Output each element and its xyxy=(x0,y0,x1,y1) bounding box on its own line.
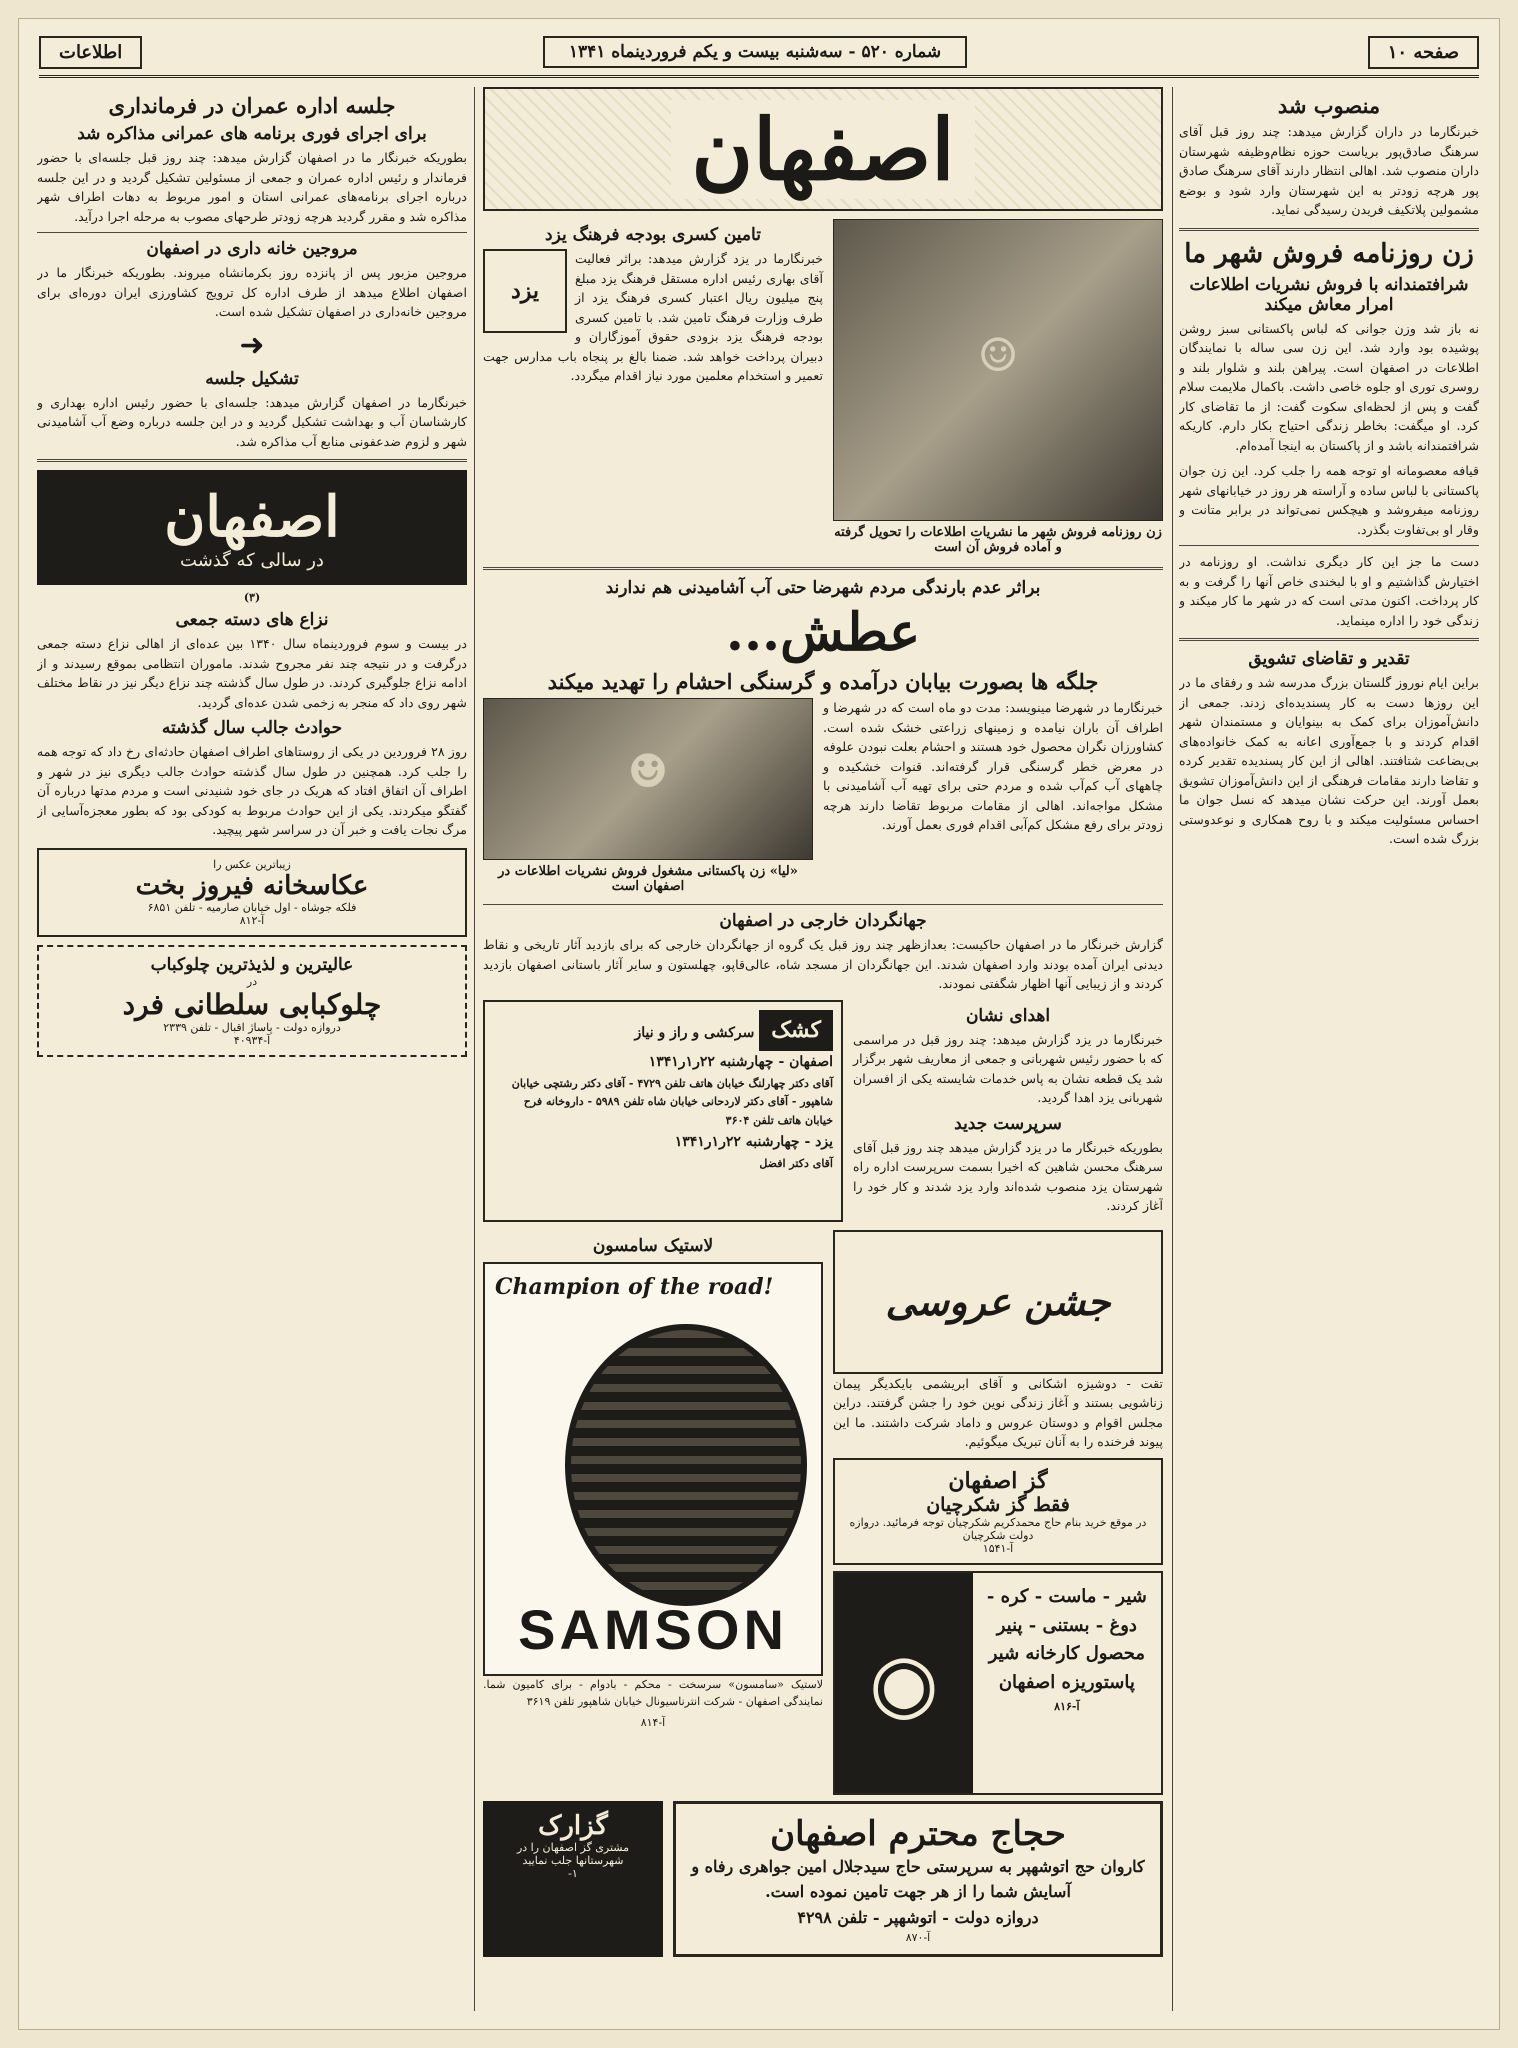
kashk-line2: یزد - چهارشنبه ۲۲ر۱ر۱۳۴۱ xyxy=(674,1133,833,1150)
middle-top-row xyxy=(483,219,1163,559)
gazak-title: گزارک xyxy=(538,1810,608,1841)
drought-kicker: براثر عدم بارندگی مردم شهرضا حتی آب آشامیدنی هم ندارند xyxy=(605,578,1041,598)
photo-shop-ad xyxy=(37,848,467,937)
ads-row-1 xyxy=(483,1000,1163,1222)
divider xyxy=(37,232,467,233)
gaz-title: گز اصفهان xyxy=(948,1467,1048,1494)
newsgirl-photo xyxy=(833,219,1163,521)
hajj-code: آ-۸۷۰ xyxy=(905,1930,931,1944)
newsgirl-photo-block xyxy=(833,219,1163,559)
dairy-items: شیر - ماست - کره - دوغ - بستنی - پنیر xyxy=(986,1585,1147,1636)
divider xyxy=(1179,638,1479,641)
chelo-prep: در xyxy=(246,974,258,988)
ads-row-3 xyxy=(483,1795,1163,1957)
middle-column xyxy=(483,87,1163,2011)
photo-shop-title: عکاسخانه فیروز بخت xyxy=(135,870,369,901)
budget-title: تامین کسری بودجه فرهنگ یزد xyxy=(545,225,761,245)
samson-brand: SAMSON xyxy=(518,1597,788,1661)
chelo-code: آ-۴۰۹۳۴ xyxy=(233,1033,271,1047)
isfahan-past-subtitle: در سالی که گذشت xyxy=(180,550,324,572)
chelo-title: چلوکبابی سلطانی فرد xyxy=(122,987,382,1021)
paper-name: اطلاعات xyxy=(39,36,142,69)
lia-photo-block xyxy=(483,698,813,898)
issue-line: شماره ۵۲۰ - سه‌شنبه بیست و یکم فروردینماه ۱۳۴۱ xyxy=(543,36,967,68)
newsgirl-photo-caption: زن روزنامه فروش شهر ما نشریات اطلاعات را تحویل گرفته و آماده فروش آن است xyxy=(834,525,1162,555)
photo-shop-code: آ-۸۱۲ xyxy=(239,913,265,927)
drought-body: خبرنگارما در شهرضا مینویسد: مدت دو ماه است که در شهرضا و اطراف آن باران نیامده و زمینهای زراعتی خشک شده است. کشاورزان نگران محصول خود هستند و احشام بعلت نبودن علوفه در معرض خطر گرسنگی قرار گرفته‌اند. قنوات خشکیده و چاههای آب کم‌آب شده و مردم حتی برای تهیه آب آشامیدنی با مشکل مواجه‌اند. اهالی از مقامات مربوط تقاضا دارند هرچه زودتر برای رفع مشکل کم‌آبی اقدام فوری بعمل آورند. xyxy=(823,700,1163,833)
drought-subtitle: جلگه ها بصورت بیابان درآمده و گرسنگی احشام را تهدید میکند xyxy=(547,669,1099,694)
samson-block xyxy=(483,1230,823,1795)
masthead-logo xyxy=(483,87,1163,211)
budget-block xyxy=(483,219,823,559)
chelo-kicker: عالیترین و لذیذترین چلوکباب xyxy=(150,954,354,975)
dairy-maker: محصول کارخانه شیر پاستوریزه اصفهان xyxy=(988,1643,1145,1694)
kashk-addresses: آقای دکتر چهارلنگ خیابان هاتف تلفن ۴۷۲۹ - آقای دکتر رشتچی خیابان شاهپور - آقای دکتر لاردحانی خیابان شاه تلفن ۵۹۸۹ - داروخانه فرح خیابان هاتف تلفن ۳۶۰۴ xyxy=(511,1076,833,1128)
appreciation-body: براین ایام نوروز گلستان بزرگ مدرسه شد و رفقای ما در این روزها دست به کار پسندیده‌ای زدند. جمعی از دانش‌آموزان برای کمک به بینوایان و مستمندان شهر اقدام کردند و با جمع‌آوری اعانه به کمک خانواده‌های بی‌بضاعت شتافتند. اهالی از این کار پسندیده تقدیر کرده و تقاضا دارند مقامات فرهنگی از این دانش‌آموزان تشویق بعمل آورند. این حرکت نشان میدهد که نسل جوان ما احساس مسئولیت میکند و با روح همکاری و نوعدوستی بزرگ شده است. xyxy=(1179,675,1479,847)
gazak-code: ۱- xyxy=(568,1866,578,1880)
divider xyxy=(1179,545,1479,546)
isfahan-past-banner xyxy=(37,470,467,585)
newsgirl-body-end: دست ما جز این کار دیگری نداشت. او روزنامه در اختیارش گذاشتیم و او با لبخندی خاص آنها را گرفت و به کار پرداخت. اکنون مدتی است که در شهر ما کار میکند و زندگی خود را اداره مینماید. xyxy=(1179,554,1479,628)
yazd-logo: یزد xyxy=(483,249,567,333)
donation-block xyxy=(853,1000,1163,1222)
hajj-ad xyxy=(673,1801,1163,1957)
newsgirl-title: زن روزنامه فروش شهر ما xyxy=(1184,238,1474,269)
wedding-body: تقت - دوشیزه اشکانی و آقای ابریشمی بایکدیگر پیمان زناشویی بستند و آغاز زندگی نوین خود را جشن گرفتند. دراین مجلس اقوام و دوستان عروس و داماد شرکت داشتند. ما این پیوند فرخنده را به آنان تبریک میگوئیم. xyxy=(833,1375,1163,1450)
hajj-body: کاروان حج اتوشهپر به سرپرستی حاج سیدجلال امین جواهری رفاه و آسایش شما را از هر جهت تامین نموده است. xyxy=(691,1856,1145,1902)
samson-ad xyxy=(483,1262,823,1676)
gazak-body: مشتری گز اصفهان را در شهرستانها جلب نمایید xyxy=(516,1840,630,1867)
left-column xyxy=(37,87,467,2011)
farmers-body: مروجین مزبور پس از پانزده روز بکرمانشاه میروند. بطوریکه خبرنگار ما در اصفهان اطلاع میدهد از طرف اداره کل ترویج کشاورزی ایران دوره‌ای برای مروجین خانه‌داری در اصفهان تشکیل شده است. xyxy=(37,265,467,320)
gazak-ad xyxy=(483,1801,663,1957)
arrow-icon: ➜ xyxy=(239,327,265,363)
appointed-body: خبرنگارما در داران گزارش میدهد: چند روز قبل آقای سرهنگ صادق‌پور بریاست حوزه نظام‌وظیفه شهرستان داران منصوب شد. اهالی انتظار دارند آقای سرهنگ صادق پور هرچه زودتر به این شهرستان وارد شود و بوضع مشمولین پلاتکیف فریدن رسیدگی نماید. xyxy=(1179,124,1479,218)
photo-shop-address: فلکه جوشاه - اول خیابان صارمیه - تلفن ۶۸۵۱ xyxy=(147,900,357,914)
supervisor-title: سرپرست جدید xyxy=(954,1113,1062,1134)
chelo-ad xyxy=(37,945,467,1057)
budget-body: خبرنگارما در یزد گزارش میدهد: براثر فعالیت آقای بهاری رئیس اداره مستقل فرهنگ یزد مبلغ پنج میلیون ریال اعتبار کسری فرهنگ یزد از طرف وزارت فرهنگ تامین شد. با تامین کسری بودجه فرهنگ یزد بزودی حقوق آموزگاران و دبیران پرداخت خواهد شد. ضمنا بالغ بر پنجاه باب مدارس جهت تعمیر و استخدام معلمین مورد نیاز اقدام میگردد. xyxy=(483,251,823,384)
cow-icon: ◉ xyxy=(868,1636,939,1730)
right-column xyxy=(1179,87,1479,2011)
gaz-body: در موقع خرید بنام حاج محمدکریم شکرچیان توجه فرمائید. دروازه دولت شکرچیان xyxy=(849,1515,1147,1542)
session-body: خبرنگارما در اصفهان گزارش میدهد: جلسه‌ای با حضور رئیس اداره بهداری و کارشناسان آب و بهداشت تشکیل گردید و در این جلسه درباره وضع آب آشامیدنی شهر و لزوم ضدعفونی منابع آب مذاکره شد. xyxy=(37,394,467,449)
samson-slogan: Champion of the road! xyxy=(495,1273,774,1300)
farmers-title: مروجین خانه داری در اصفهان xyxy=(146,239,358,260)
gaz-ad xyxy=(833,1458,1163,1565)
isfahan-past-part: (۳) xyxy=(243,591,261,605)
column-rule xyxy=(1172,87,1173,2011)
appreciation-title: تقدیر و تقاضای تشویق xyxy=(1248,649,1410,670)
wedding-ad xyxy=(833,1230,1163,1374)
people-icon: ☻ xyxy=(627,744,669,798)
divider xyxy=(1179,228,1479,231)
kashk-line3: آقای دکتر افضل xyxy=(759,1156,833,1170)
photo-shop-kicker: زیباترین عکس را xyxy=(213,857,291,871)
divider xyxy=(483,904,1163,905)
meeting-subtitle: برای اجرای فوری برنامه های عمرانی مذاکره شد xyxy=(77,124,427,144)
meeting-title: جلسه اداره عمران در فرمانداری xyxy=(108,93,396,118)
samson-footer: لاستیک «سامسون» سرسخت - محکم - بادوام - برای کامیون شما. نمایندگی اصفهان - شرکت انترناسیونال خیابان شاهپور تلفن ۳۶۱۹ xyxy=(483,1677,823,1708)
hajj-contact: دروازه دولت - اتوشهپر - تلفن ۴۲۹۸ xyxy=(797,1907,1039,1927)
donation-body: خبرنگارما در یزد گزارش میدهد: چند روز قبل در مراسمی که با حضور رئیس شهربانی و جمعی از معاریف شهر برگزار شد یک قطعه نشان به پاس خدمات شایسته یکی از افسران شهربانی یزد اهدا گردید. xyxy=(853,1031,1163,1106)
wedding-title: جشن عروسی xyxy=(885,1279,1111,1325)
kashk-ad xyxy=(483,1000,843,1222)
drought-title: عطش... xyxy=(725,602,921,663)
meeting-body: بطوریکه خبرنگار ما در اصفهان گزارش میدهد: چند روز قبل جلسه‌ای با حضور فرماندار و رئیس اداره عمران و جمعی از مسئولین تشکیل گردید و در این جلسه درباره اجرای برنامه‌های عمرانی استان و امور مربوط به دهات اطراف شهر مذاکره شد و مقرر گردید هرچه زودتر طرحهای مصوب به مرحله اجرا درآید. xyxy=(37,150,467,224)
appointed-title: منصوب شد xyxy=(1277,93,1381,118)
section2-title: حوادث جالب سال گذشته xyxy=(161,718,343,739)
session-title: تشکیل جلسه xyxy=(205,368,299,389)
lia-photo-caption: «لیا» زن پاکستانی مشغول فروش نشریات اطلاعات در اصفهان است xyxy=(498,864,798,894)
section2-body: روز ۲۸ فروردین در یکی از روستاهای اطراف اصفهان حادثه‌ای رخ داد که توجه همه را جلب کرد. همچنین در طول سال گذشته حوادث جالب دیگری نیز در شهر و اطراف آن اتفاق افتاد که هریک در جای خود شنیدنی است و مردم مدتها درباره آن گفتگو میکردند. یکی از این حوادث مربوط به کودکی بود که بطور معجزه‌آسایی از مرگ نجات یافت و خبر آن در سراسر شهر پیچید. xyxy=(37,744,467,838)
top-bar xyxy=(39,29,1479,78)
dairy-text xyxy=(973,1573,1161,1793)
samson-header: لاستیک سامسون xyxy=(592,1235,714,1256)
newsgirl-subtitle: شرافتمندانه با فروش نشریات اطلاعات امرار معاش میکند xyxy=(1189,274,1469,315)
chelo-address: دروازه دولت - پاساژ اقبال - تلفن ۲۳۳۹ xyxy=(163,1020,341,1034)
lia-photo xyxy=(483,698,813,860)
section1-title: نزاع های دسته جمعی xyxy=(175,610,329,631)
kashk-line1: اصفهان - چهارشنبه ۲۲ر۱ر۱۳۴۱ xyxy=(648,1053,833,1070)
person-icon: ☺ xyxy=(977,328,1019,382)
hajj-title: حجاج محترم اصفهان xyxy=(770,1813,1066,1854)
samson-code: آ-۸۱۴ xyxy=(640,1715,666,1729)
kashk-brand: کشک xyxy=(759,1010,833,1051)
masthead-title: اصفهان xyxy=(671,100,974,199)
donation-title: اهدای نشان xyxy=(965,1005,1051,1026)
dairy-ad xyxy=(833,1571,1163,1795)
divider xyxy=(483,567,1163,570)
newsgirl-body-cont: قیافه معصومانه او توجه همه را جلب کرد. این زن جوان پاکستانی با لباس ساده و آراسته هر روز در خیابانهای شهر روزنامه میفروشد و هیچکس نمی‌تواند در برابر متانت و وقار او بی‌تفاوت بگذرد. xyxy=(1179,463,1479,537)
gaz-subtitle: فقط گز شکرچیان xyxy=(926,1493,1070,1516)
supervisor-body: بطوریکه خبرنگار ما در یزد گزارش میدهد چند روز قبل آقای سرهنگ محسن شاهین که اخیرا بسمت سرپرست اداره راه شهرستان یزد منصوب شده‌اند وارد یزد شدند و کار خود را آغاز کردند. xyxy=(853,1139,1163,1214)
gaz-code: آ-۱۵۴۱ xyxy=(982,1541,1014,1555)
ads-row-2 xyxy=(483,1230,1163,1795)
column-rule xyxy=(474,87,475,2011)
page-number: صفحه ۱۰ xyxy=(1368,36,1479,69)
right-ads-stack xyxy=(833,1230,1163,1795)
tire-icon xyxy=(565,1324,807,1606)
drought-text xyxy=(823,698,1163,898)
kashk-slogan: سرکشی و راز و نیاز xyxy=(634,1024,755,1041)
newspaper-page xyxy=(18,18,1500,2030)
section1-body: در بیست و سوم فروردینماه سال ۱۳۴۰ بین عده‌ای از اهالی نزاع دسته جمعی درگرفت و در نتیجه چند نفر مجروح شدند. ماموران انتظامی بموقع رسیدند و از ادامه نزاع جلوگیری کردند. در طول سال گذشته چند نزاع دیگر نیز در نقاط مختلف شهر روی داد که منجر به زخمی شدن عده‌ای گردید. xyxy=(37,636,467,710)
divider xyxy=(37,459,467,462)
isfahan-past-title: اصفهان xyxy=(164,484,340,551)
newsgirl-body: نه باز شد وزن جوانی که لباس پاکستانی سبز روشن پوشیده بود وارد شد. این زن سی ساله با نمایندگان اطلاعات در اصفهان است. پیراهن بلند و شلوار بلند و روسری توری او جلوه خاصی داشت. باکمال ملایمت سلام گفت و پس از لحظه‌ای سکوت گفت: از ما تقاضای کار کرد. او میگفت: بخاطر زندگی احتیاج بکار دارم. کاریکه شرافتمندانه باشد و از پاکستان به اینجا آمده‌ام. xyxy=(1179,320,1479,453)
dairy-logo xyxy=(835,1573,973,1793)
tourists-title: جهانگردان خارجی در اصفهان xyxy=(719,911,927,931)
dairy-code: آ-۸۱۶ xyxy=(1054,1699,1080,1713)
tourists-body: گزارش خبرنگار ما در اصفهان حاکیست: بعدازظهر چند روز قبل یک گروه از جهانگردان خارجی که برای بازدید آثار تاریخی و نقاط دیدنی ایران آمده بودند وارد اصفهان شدند. این جهانگردان از مسجد شاه، عالی‌قاپو، چهلستون و سایر آثار باستانی اصفهان بازدید کردند و از زیبایی آنها اظهار شگفتی نمودند. xyxy=(483,937,1163,992)
drought-row xyxy=(483,698,1163,898)
